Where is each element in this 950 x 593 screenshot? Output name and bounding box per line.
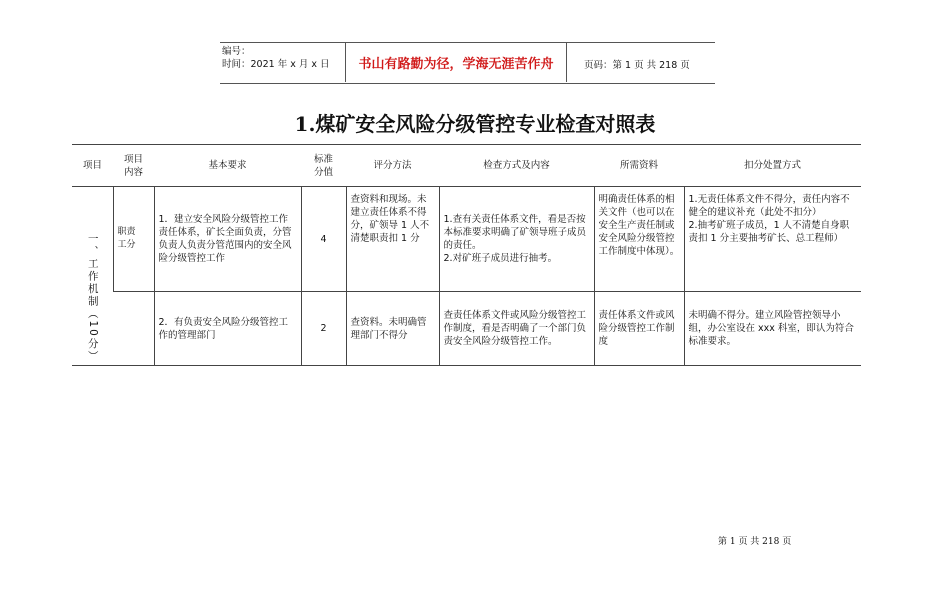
header-inspection: 检查方式及内容 — [439, 145, 594, 187]
inspection-cell — [439, 187, 594, 292]
document-header — [220, 42, 715, 84]
table-header-row — [72, 145, 861, 187]
page-title: 1.煤矿安全风险分级管控专业检查对照表 — [294, 112, 656, 136]
header-score: 标准 分值 — [301, 145, 346, 187]
requirement-text: 1．建立安全风险分级管控工作责任体系，矿长全面负责，分管负责人负责分管范围内的安全风险分级管控工作 — [158, 214, 292, 264]
deduction-text: 未明确不得分。建立风险管控领导小组，办公室设在 xxx 科室，即认为符合标准要求。 — [688, 310, 854, 347]
inspection-cell — [439, 292, 594, 366]
method-cell — [346, 292, 439, 366]
number-label: 编号： — [222, 46, 251, 57]
materials-cell — [594, 292, 684, 366]
header-meta — [222, 45, 330, 71]
time-label: 时间：2021 年 x 月 x 日 — [222, 59, 330, 70]
score-cell — [301, 187, 346, 292]
page-label: 页码：第 1 页 共 218 页 — [584, 60, 690, 71]
score-value: 4 — [320, 233, 327, 245]
project-cell — [72, 187, 113, 366]
inspection-table — [72, 144, 861, 366]
project-label: 一、工作机制（10分） — [86, 233, 99, 363]
content-cell — [113, 187, 154, 292]
requirement-text: 2．有负责安全风险分级管控工作的管理部门 — [158, 316, 289, 341]
score-cell — [301, 292, 346, 366]
deduction-text: 1.无责任体系文件不得分，责任内容不健全的建议补充（此处不扣分） 2.抽考矿班子成员，1 人不清楚自身职责扣 1 分主要抽考矿长、总工程师） — [688, 194, 850, 244]
header-content: 项目 内容 — [113, 145, 154, 187]
content-label: 职责 工分 — [117, 227, 136, 250]
materials-cell — [594, 187, 684, 292]
header-project: 项目 — [72, 145, 113, 187]
header-materials: 所需资料 — [594, 145, 684, 187]
page-footer: 第 1 页 共 218 页 — [718, 537, 792, 547]
header-motto: 书山有路勤为径，学海无涯苦作舟 — [345, 43, 567, 82]
inspection-text: 1.查有关责任体系文件，看是否按本标准要求明确了矿领导班子成员的责任。 2.对矿班子成员进行抽考。 — [443, 214, 587, 264]
table-row — [72, 292, 861, 366]
method-text: 查资料。未明确管理部门不得分 — [350, 316, 427, 341]
inspection-text: 查责任体系文件或风险分级管控工作制度，看是否明确了一个部门负责安全风险分级管控工作。 — [443, 310, 587, 347]
content-cell-empty — [113, 292, 154, 366]
header-deduction: 扣分处置方式 — [684, 145, 861, 187]
score-value: 2 — [320, 323, 327, 334]
deduction-cell — [684, 292, 861, 366]
deduction-cell — [684, 187, 861, 292]
header-requirement: 基本要求 — [154, 145, 301, 187]
method-cell — [346, 187, 439, 292]
header-method: 评分方法 — [346, 145, 439, 187]
method-text: 查资料和现场。未建立责任体系不得分，矿领导 1 人不清楚职责扣 1 分 — [350, 194, 430, 244]
requirement-cell — [154, 187, 301, 292]
materials-text: 明确责任体系的相关文件（也可以在安全生产责任制或安全风险分级管控工作制度中体现）。 — [598, 194, 680, 257]
requirement-cell — [154, 292, 301, 366]
table-row — [72, 187, 861, 292]
materials-text: 责任体系文件或风险分级管控工作制度 — [598, 310, 675, 347]
